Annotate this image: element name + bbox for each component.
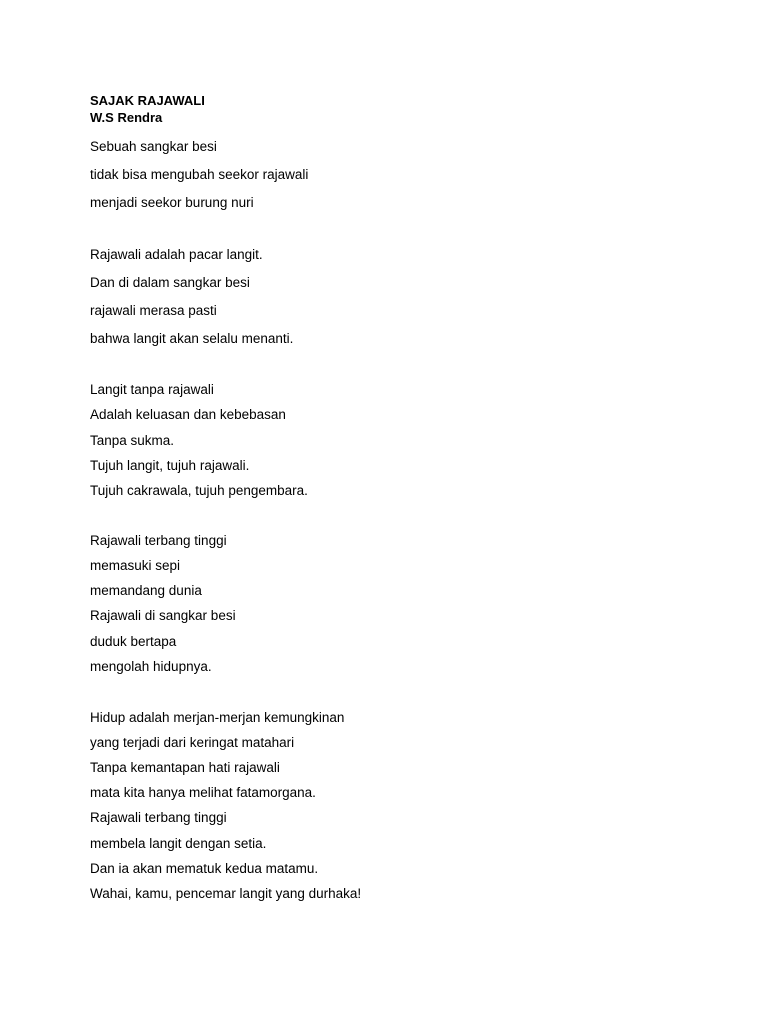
poem-line: Tujuh langit, tujuh rajawali. [90, 458, 250, 473]
poem-line: Sebuah sangkar besi [90, 139, 217, 154]
poem-author: W.S Rendra [90, 110, 163, 125]
poem-line: mata kita hanya melihat fatamorgana. [90, 785, 316, 800]
poem-line: Langit tanpa rajawali [90, 382, 214, 397]
poem-line: mengolah hidupnya. [90, 659, 212, 674]
poem-line: Rajawali terbang tinggi [90, 810, 227, 825]
poem-line: membela langit dengan setia. [90, 836, 267, 851]
poem-line: Rajawali di sangkar besi [90, 608, 236, 623]
poem-line: Tujuh cakrawala, tujuh pengembara. [90, 483, 308, 498]
poem-line: Rajawali adalah pacar langit. [90, 247, 263, 262]
poem-line: menjadi seekor burung nuri [90, 195, 254, 210]
poem-line: bahwa langit akan selalu menanti. [90, 331, 294, 346]
poem-line: yang terjadi dari keringat matahari [90, 735, 295, 750]
poem-title: SAJAK RAJAWALI [90, 93, 205, 108]
poem-line: Hidup adalah merjan-merjan kemungkinan [90, 710, 345, 725]
poem-line: Dan di dalam sangkar besi [90, 275, 250, 290]
poem-line: memandang dunia [90, 583, 202, 598]
poem-line: Dan ia akan mematuk kedua matamu. [90, 861, 319, 876]
poem-line: Tanpa sukma. [90, 433, 175, 448]
poem-line: duduk bertapa [90, 634, 177, 649]
poem-line: Tanpa kemantapan hati rajawali [90, 760, 280, 775]
poem-line: rajawali merasa pasti [90, 303, 217, 318]
poem-line: memasuki sepi [90, 558, 181, 573]
poem-line: Rajawali terbang tinggi [90, 533, 227, 548]
poem-line: Wahai, kamu, pencemar langit yang durhaka! [90, 886, 362, 901]
poem-line: Adalah keluasan dan kebebasan [90, 407, 286, 422]
poem-line: tidak bisa mengubah seekor rajawali [90, 167, 309, 182]
